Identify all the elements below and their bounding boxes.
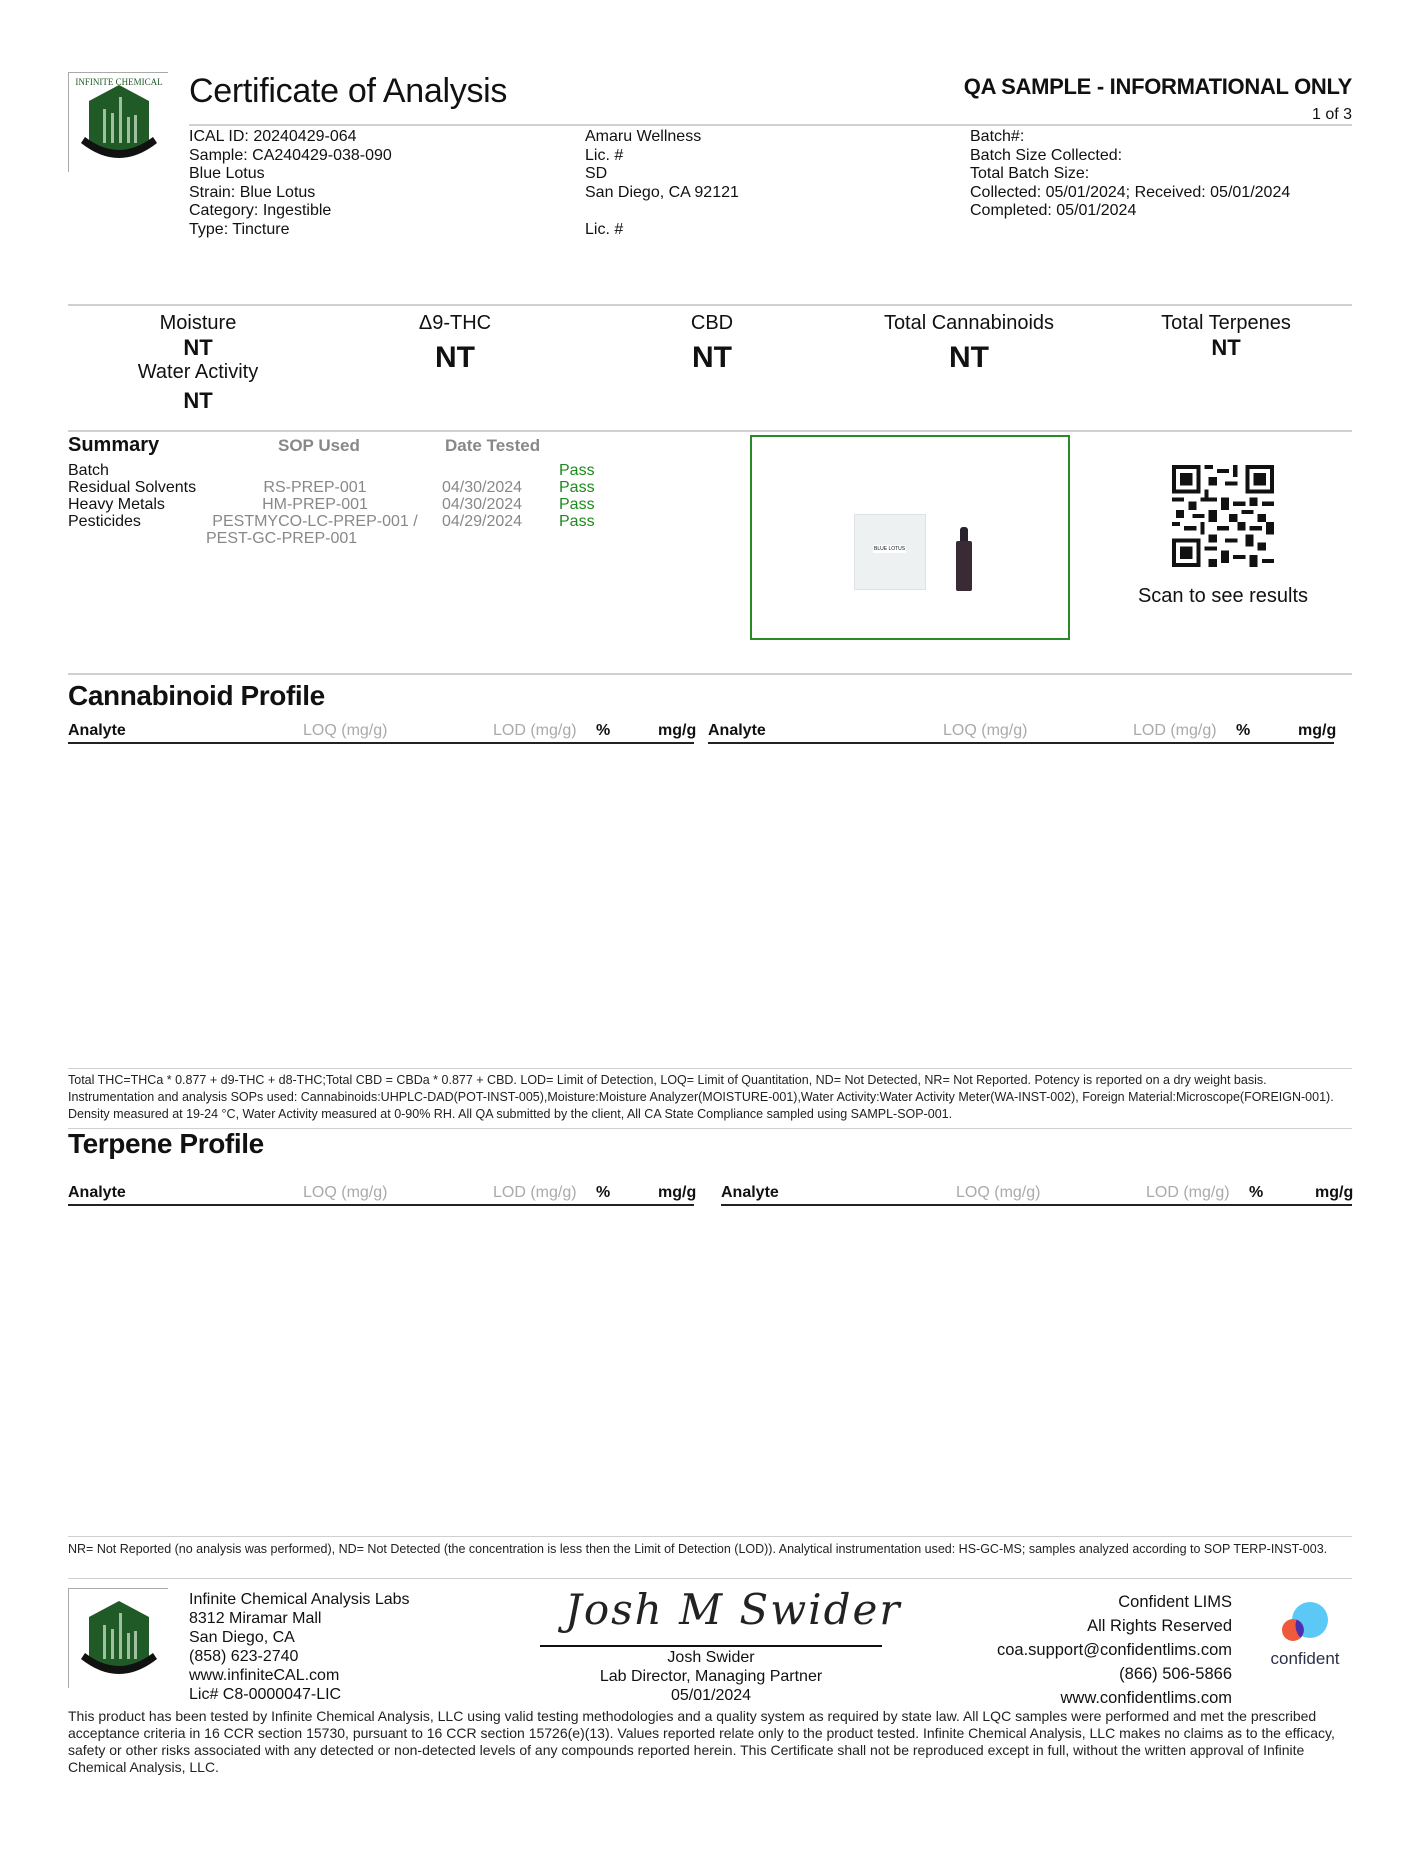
col-loq: LOQ (mg/g) (943, 722, 1028, 739)
page-number: 1 of 3 (1311, 106, 1352, 123)
footer-lab-logo (68, 1588, 168, 1688)
col-loq: LOQ (mg/g) (303, 1184, 388, 1201)
svg-text:INFINITE CHEMICAL: INFINITE CHEMICAL (75, 77, 163, 87)
col-loq: LOQ (mg/g) (956, 1184, 1041, 1201)
lims-name: Confident LIMS (1118, 1593, 1232, 1611)
lab-logo (68, 72, 168, 172)
sample-id: Sample: CA240429-038-090 (189, 146, 392, 164)
col-analyte: Analyte (68, 722, 126, 739)
col-lod: LOD (mg/g) (493, 1184, 577, 1201)
client-license-2: Lic. # (585, 220, 624, 238)
product-name: Blue Lotus (189, 165, 265, 182)
total-terpenes-value: NT (1211, 335, 1241, 360)
summary-row-residual-solvents: Residual Solvents (68, 479, 197, 496)
qa-banner: QA SAMPLE - INFORMATIONAL ONLY (963, 74, 1352, 99)
col-mgg: mg/g (658, 722, 697, 739)
qr-caption: Scan to see results (1137, 585, 1309, 607)
summary-row-batch: Batch (68, 462, 109, 479)
cannabinoid-profile-title: Cannabinoid Profile (68, 680, 325, 711)
metric-total-cannabinoids (859, 312, 1079, 375)
lims-contact (997, 1590, 1232, 1710)
batch-size-collected: Batch Size Collected: (970, 146, 1123, 164)
client-name: Amaru Wellness (585, 128, 702, 145)
water-activity-label: Water Activity (137, 361, 259, 383)
signature: Josh M Swider (565, 1585, 902, 1634)
lab-logo-icon (69, 73, 169, 173)
summary-row-heavy-metals: Heavy Metals (68, 496, 165, 513)
ical-id: ICAL ID: 20240429-064 (189, 128, 357, 145)
lims-email[interactable]: coa.support@confidentlims.com (996, 1641, 1232, 1659)
result-heavy-metals: Pass (559, 496, 595, 513)
result-pesticides: Pass (559, 513, 595, 530)
batch-number: Batch#: (970, 128, 1025, 145)
confident-logo-icon (1260, 1600, 1350, 1644)
total-batch-size: Total Batch Size: (970, 165, 1090, 182)
lab-website[interactable]: www.infiniteCAL.com (189, 1667, 340, 1684)
col-percent: % (596, 722, 611, 739)
cbd-value: NT (692, 341, 732, 374)
header-divider (189, 124, 1352, 126)
terpene-note: NR= Not Reported (no analysis was performed), ND= Not Detected (the concentration is less then the Limit of Detection (LOD)). Analytical instrumentation used: HS-GC-MS; samples analyzed according to SOP TERP-INST-003. (68, 1542, 1328, 1556)
lab-contact (189, 1590, 410, 1704)
col-analyte: Analyte (708, 722, 766, 739)
dropper-bottle (956, 541, 972, 591)
metric-d9thc (345, 312, 565, 375)
sign-date: 05/01/2024 (670, 1687, 752, 1704)
type: Type: Tincture (189, 220, 290, 238)
metrics-top-divider (68, 304, 1352, 306)
sop-heavy-metals: HM-PREP-001 (262, 496, 368, 513)
summary-row-pesticides: Pesticides (68, 513, 141, 530)
confident-logo-text: confident (1270, 1649, 1340, 1668)
cannabinoid-table-header-right (708, 722, 1337, 744)
lims-website[interactable]: www.confidentlims.com (1060, 1689, 1232, 1707)
signer-title: Lab Director, Managing Partner (599, 1668, 823, 1685)
total-terpenes-label: Total Terpenes (1161, 312, 1291, 334)
product-image (750, 435, 1070, 640)
d9thc-label: Δ9-THC (418, 312, 492, 334)
lims-phone: (866) 506-5866 (1119, 1665, 1232, 1683)
sop-pesticides-2: PEST-GC-PREP-001 (206, 530, 358, 547)
disclaimer: This product has been tested by Infinite Chemical Analysis, LLC using valid testing methodologies and a quality system as required by state law. All LQC samples were performed and met the prescribed acceptance criteria in 16 CCR section 15730, pursuant to 16 CCR section 15726(e)(13). Values reported relate only to the product tested. Infinite Chemical Analysis, LLC makes no claims as to the efficacy, safety or other risks associated with any detected or non-detected levels of any compounds reported herein. This Certificate shall not be reproduced except in full, without the written approval of Infinite Chemical Analysis, LLC. (68, 1708, 1335, 1775)
col-mgg: mg/g (1315, 1184, 1354, 1201)
sop-pesticides: PESTMYCO-LC-PREP-001 / (212, 513, 418, 530)
signer-block (540, 1648, 882, 1705)
signer-name: Josh Swider (667, 1649, 755, 1666)
metric-total-terpenes (1116, 312, 1336, 361)
summary-dates (442, 462, 522, 530)
product-box (854, 514, 926, 590)
cannabinoid-table-header-left (68, 722, 697, 744)
lab-phone: (858) 623-2740 (189, 1648, 299, 1665)
lab-street: 8312 Miramar Mall (189, 1610, 322, 1627)
lab-logo-icon (69, 1589, 169, 1689)
result-batch: Pass (559, 462, 595, 479)
terpene-profile-title: Terpene Profile (68, 1128, 264, 1159)
col-percent: % (596, 1184, 611, 1201)
summary-names (68, 462, 196, 530)
terpene-table-header-left (68, 1184, 697, 1206)
signature-line (540, 1645, 882, 1647)
summary-results (559, 462, 595, 530)
client-blank (585, 202, 965, 221)
summary-bottom-divider (68, 673, 1352, 675)
cannabinoid-note: Total THC=THCa * 0.877 + d9-THC + d8-THC;Total CBD = CBDa * 0.877 + CBD. LOD= Limit of Detection, LOQ= Limit of Quantitation, ND= Not Detected, NR= Not Reported. Potency is reported on a dry weight basis. Instrumentation and analysis SOPs used: Cannabinoids:UHPLC-DAD(POT-INST-005),Moisture:Moisture Analyzer(MOISTURE-001),Water Activity:Water Activity Meter(WA-INST-002), Foreign Material:Microscope(FOREIGN-001). Density measured at 19-24 °C, Water Activity measured at 0-90% RH. All QA submitted by the client, All CA State Compliance sampled using SAMPL-SOP-001. (68, 1073, 1334, 1121)
col-analyte: Analyte (68, 1184, 126, 1201)
sop-batch (205, 462, 425, 479)
col-loq: LOQ (mg/g) (303, 722, 388, 739)
date-residual-solvents: 04/30/2024 (442, 479, 523, 496)
collected-received: Collected: 05/01/2024; Received: 05/01/2024 (970, 183, 1291, 201)
col-analyte: Analyte (721, 1184, 779, 1201)
terpene-note-divider (68, 1536, 1352, 1537)
moisture-value: NT (183, 335, 213, 360)
summary-col-sop: SOP Used (278, 436, 360, 455)
product-box-label: BLUE LOTUS (874, 546, 906, 552)
summary-sops (205, 462, 425, 530)
metric-cbd (602, 312, 822, 375)
col-lod: LOD (mg/g) (1133, 722, 1217, 739)
moisture-label: Moisture (159, 312, 237, 334)
lims-rights: All Rights Reserved (1087, 1617, 1232, 1635)
water-activity-value: NT (183, 388, 213, 413)
col-mgg: mg/g (1298, 722, 1337, 739)
metric-moisture (88, 312, 308, 414)
lab-name: Infinite Chemical Analysis Labs (189, 1591, 410, 1608)
client-license: Lic. # (585, 146, 624, 164)
cannabinoid-note-divider (68, 1068, 1352, 1069)
date-heavy-metals: 04/30/2024 (442, 496, 523, 513)
cbd-label: CBD (690, 312, 734, 334)
total-cannabinoids-value: NT (949, 341, 989, 374)
date-pesticides: 04/29/2024 (442, 513, 523, 530)
client-region: SD (585, 165, 608, 182)
client-address: San Diego, CA 92121 (585, 183, 739, 201)
lab-city: San Diego, CA (189, 1629, 295, 1646)
result-residual-solvents: Pass (559, 479, 595, 496)
confident-logo (1260, 1600, 1350, 1670)
terpene-table-header-right (721, 1184, 1352, 1206)
lab-license: Lic# C8-0000047-LIC (189, 1686, 342, 1703)
footer-top-divider (68, 1578, 1352, 1579)
page-title: Certificate of Analysis (189, 72, 508, 110)
category: Category: Ingestible (189, 202, 332, 219)
col-percent: % (1236, 722, 1251, 739)
total-cannabinoids-label: Total Cannabinoids (883, 312, 1055, 334)
completed: Completed: 05/01/2024 (970, 202, 1137, 219)
summary-title: Summary (68, 434, 160, 456)
strain: Strain: Blue Lotus (189, 183, 316, 201)
d9thc-value: NT (435, 341, 475, 374)
metrics-bottom-divider (68, 430, 1352, 432)
col-mgg: mg/g (658, 1184, 697, 1201)
client-info (585, 128, 965, 239)
qr-code-icon (1172, 465, 1274, 567)
sop-residual-solvents: RS-PREP-001 (263, 479, 367, 496)
date-batch (442, 462, 522, 479)
col-lod: LOD (mg/g) (493, 722, 577, 739)
batch-info (970, 128, 1370, 221)
col-lod: LOD (mg/g) (1146, 1184, 1230, 1201)
col-percent: % (1249, 1184, 1264, 1201)
summary-col-date: Date Tested (445, 436, 541, 455)
qr-code[interactable] (1172, 465, 1274, 567)
